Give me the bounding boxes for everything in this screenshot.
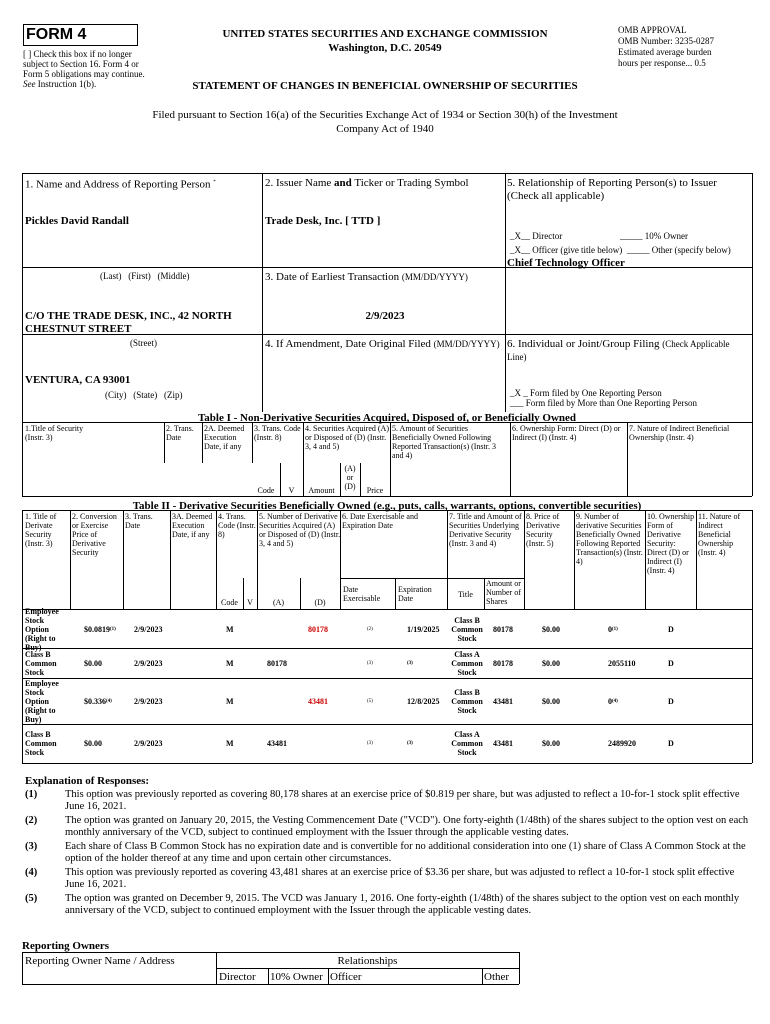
row-underlying-title: Class A Common Stock <box>451 649 483 677</box>
t2-sub-title: Title <box>458 590 473 599</box>
t1-h1: 1.Title of Security (Instr. 3) <box>25 424 84 442</box>
omb-burden: Estimated average burden <box>618 47 712 57</box>
explanation-list <box>25 789 750 919</box>
t2-h7: 6. Date Exercisable and Expiration Date <box>342 512 418 530</box>
row-acquired: 43481 <box>267 739 287 748</box>
row-date-exercisable: (2) <box>367 626 373 632</box>
t2-h1: 1. Title of Derivate Security (Instr. 3) <box>25 512 57 548</box>
row-owned-following <box>608 724 645 763</box>
row-exercise-price <box>84 648 122 678</box>
t2-sub-expiration: Expiration Date <box>398 585 432 603</box>
owners-other: Other <box>484 971 510 983</box>
t2-h6: 5. Number of Derivative Securities Acquired (A) or Disposed of (D) (Instr. 3, 4 and 5) <box>259 512 341 548</box>
row-ownership-form: D <box>668 696 674 706</box>
row-date-exercisable: (3) <box>367 741 373 746</box>
owners-relationships: Relationships <box>337 955 398 967</box>
rel-director: _X__ Director <box>510 231 563 241</box>
owners-col-name: Reporting Owner Name / Address <box>25 955 175 967</box>
explanation-text: The option was granted on December 9, 2015. The VCD was January 1, 2016. One forty-eighth (1/48th) of the shares subject to the option vest on each monthly anniversary of the VCD, subject to continued employment with the Issuer through the applicable vesting dates. <box>65 893 740 916</box>
row-price-derivative: $0.00 <box>542 696 560 706</box>
row-trans-date: 2/9/2023 <box>134 624 163 634</box>
filed-one-person: _X _ Form filed by One Reporting Person <box>510 388 662 398</box>
form-title: FORM 4 <box>26 26 87 43</box>
row-ownership-form: D <box>668 658 674 668</box>
owners-ten-pct: 10% Owner <box>270 971 323 983</box>
row-price-derivative: $0.00 <box>542 739 560 748</box>
filed-pursuant: Filed pursuant to Section 16(a) of the Securities Exchange Act of 1934 or Section 30(h) of the Investment Company Act of 1940 <box>152 109 618 135</box>
checkbox-note: [ ] Check this box if no longer subject to Section 16. Form 4 or Form 5 obligations may continue. See Instruction 1(b). <box>23 49 145 89</box>
owners-director: Director <box>219 971 256 983</box>
statement-title: STATEMENT OF CHANGES IN BENEFICIAL OWNERSHIP OF SECURITIES <box>192 80 578 92</box>
row-security-title: Employee Stock Option (Right to Buy) <box>25 678 59 724</box>
reporting-address: C/O THE TRADE DESK, INC., 42 NORTH CHESTNUT STREET <box>25 310 232 335</box>
explanation-item <box>25 815 750 839</box>
owned-value: 2055110 <box>608 658 636 668</box>
t2-h10: 9. Number of derivative Securities Beneficially Owned Following Reported Transaction(s) (Instr. 4) <box>576 512 643 566</box>
street-label: (Street) <box>130 338 157 348</box>
row-disposed <box>308 648 340 678</box>
issuer-name: Trade Desk, Inc. [ TTD ] <box>265 215 381 227</box>
price-footnote: (4) <box>106 698 112 704</box>
omb-box <box>618 25 748 68</box>
box2-label: 2. Issuer Name and Ticker or Trading Symbol <box>265 177 469 189</box>
explanation-item <box>25 841 750 865</box>
row-underlying-title: Class B Common Stock <box>451 615 483 643</box>
t2-h12: 11. Nature of Indirect Beneficial Ownership (Instr. 4) <box>698 512 741 557</box>
row-expiration: 1/19/2025 <box>407 624 440 634</box>
box4-label: 4. If Amendment, Date Original Filed (MM/DD/YYYY) <box>265 338 500 350</box>
row-acquired <box>267 678 300 724</box>
t1-h2: 2. Trans. Date <box>166 424 194 442</box>
agency-line2: Washington, D.C. 20549 <box>328 42 442 54</box>
owned-value: 2489920 <box>608 739 636 748</box>
row-trans-date: 2/9/2023 <box>134 658 163 668</box>
row-date-exercisable: (3) <box>367 660 373 666</box>
row-code: M <box>226 658 234 668</box>
explanation-text: The option was granted on January 20, 2015, the Vesting Commencement Date ("VCD"). One forty-eighth (1/48th) of the shares subject to the option vest on each monthly anniversary of the VCD, subject to continued employment with the Issuer through the applicable vesting dates. <box>65 815 749 838</box>
explanation-item <box>25 789 750 813</box>
t2-h8: 7. Title and Amount of Securities Underlying Derivative Security (Instr. 3 and 4) <box>449 512 522 548</box>
t1-sub-v: V <box>288 486 295 495</box>
explanation-item <box>25 867 750 891</box>
explanation-text: This option was previously reported as covering 43,481 shares at an exercise price of $3.36 per share, but was adjusted to reflect a 10-for-1 stock split effective June 16, 2021. <box>65 867 735 890</box>
table2-title: Table II - Derivative Securities Beneficially Owned (e.g., puts, calls, warrants, options, convertible securities) <box>132 500 642 512</box>
t2-sub-a: (A) <box>272 598 285 607</box>
row-code: M <box>226 739 234 748</box>
explanation-number: (1) <box>25 789 38 800</box>
t2-h9: 8. Price of Derivative Security (Instr. 5) <box>526 512 560 548</box>
explanation-number: (3) <box>25 841 38 852</box>
t2-h2: 2. Conversion or Exercise Price of Derivative Security <box>72 512 117 557</box>
owners-officer: Officer <box>330 971 362 983</box>
omb-number: OMB Number: 3235-0287 <box>618 36 714 46</box>
row-trans-date: 2/9/2023 <box>134 696 163 706</box>
table1-title: Table I - Non-Derivative Securities Acquired, Disposed of, or Beneficially Owned <box>197 412 577 424</box>
t2-sub-d: (D) <box>314 598 326 607</box>
omb-title: OMB APPROVAL <box>618 25 687 35</box>
t1-h6: 5. Amount of Securities Beneficially Owned Following Reported Transaction(s) (Instr. 3 and 4) <box>392 424 496 460</box>
filed-more-person: ___ Form filed by More than One Reporting Person <box>510 398 697 408</box>
row-acquired: 80178 <box>267 658 287 668</box>
agency-line1: UNITED STATES SECURITIES AND EXCHANGE COMMISSION <box>222 28 548 40</box>
name-parts: (Last) (First) (Middle) <box>100 271 190 281</box>
officer-title: Chief Technology Officer <box>507 257 625 269</box>
row-underlying-amount: 43481 <box>493 739 513 748</box>
rel-ten-pct: _____ 10% Owner <box>620 231 688 241</box>
row-security-title: Class B Common Stock <box>25 730 57 757</box>
rel-officer: _X__ Officer (give title below) <box>510 245 623 255</box>
t1-h3: 2A. Deemed Execution Date, if any <box>204 424 245 451</box>
earliest-transaction-date: 2/9/2023 <box>365 310 405 322</box>
t2-h5: 4. Trans. Code (Instr. 8) <box>218 512 256 539</box>
row-security-title: Class B Common Stock <box>25 649 57 677</box>
row-acquired <box>267 610 300 648</box>
rel-other: _____ Other (specify below) <box>627 245 731 255</box>
row-price-derivative: $0.00 <box>542 658 560 668</box>
row-exercise-price <box>84 724 122 763</box>
t2-sub-amount: Amount or Number of Shares <box>486 579 521 606</box>
t1-h8: 7. Nature of Indirect Beneficial Ownership (Instr. 4) <box>629 424 730 442</box>
row-date-exercisable: (5) <box>367 698 373 704</box>
price-footnote: (1) <box>110 626 116 632</box>
row-disposed: 43481 <box>308 696 328 706</box>
owned-value: 0 <box>608 696 612 706</box>
price-value: $0.00 <box>84 739 102 748</box>
row-underlying-amount: 80178 <box>493 624 513 634</box>
t1-sub-aord: (A) or (D) <box>344 464 356 491</box>
row-owned-following <box>608 610 645 648</box>
owned-footnote: (4) <box>612 698 618 704</box>
t1-h4: 3. Trans. Code (Instr. 8) <box>254 424 301 442</box>
explanation-title: Explanation of Responses: <box>25 775 150 787</box>
price-value: $0.00 <box>84 658 102 668</box>
row-expiration: 12/8/2025 <box>407 696 440 706</box>
t1-sub-code: Code <box>257 486 275 495</box>
row-expiration: (3) <box>407 741 413 746</box>
t2-h11: 10. Ownership Form of Derivative Security: Direct (D) or Indirect (I) (Instr. 4) <box>647 512 695 575</box>
box3-label: 3. Date of Earliest Transaction (MM/DD/YYYY) <box>265 271 468 283</box>
box5-label: 5. Relationship of Reporting Person(s) to Issuer (Check all applicable) <box>507 177 717 202</box>
row-expiration: (3) <box>407 660 413 666</box>
t1-sub-price: Price <box>366 486 384 495</box>
explanation-number: (2) <box>25 815 38 826</box>
box6-label: 6. Individual or Joint/Group Filing (Check Applicable Line) <box>507 338 730 362</box>
reporting-person-name: Pickles David Randall <box>25 215 129 227</box>
row-owned-following <box>608 648 645 678</box>
owners-title: Reporting Owners <box>22 940 110 952</box>
t2-h3: 3. Trans. Date <box>125 512 153 530</box>
row-underlying-amount: 43481 <box>493 696 513 706</box>
t1-sub-amount: Amount <box>308 486 335 495</box>
t1-h5: 4. Securities Acquired (A) or Disposed of (D) (Instr. 3, 4 and 5) <box>305 424 389 451</box>
row-disposed: 80178 <box>308 624 328 634</box>
row-trans-date: 2/9/2023 <box>134 739 163 748</box>
row-code: M <box>226 696 234 706</box>
row-underlying-amount: 80178 <box>493 658 513 668</box>
t2-sub-code: Code <box>221 598 238 607</box>
price-value: $0.336 <box>84 696 106 706</box>
omb-hours: hours per response... 0.5 <box>618 58 706 68</box>
explanation-text: Each share of Class B Common Stock has no expiration date and is convertible for no additional consideration into one (1) share of Class A Common Stock at the option of the holder thereof at any time and upon certain other circumstances. <box>65 841 746 864</box>
row-disposed <box>308 724 340 763</box>
form-title-box <box>23 24 138 46</box>
row-code: M <box>226 624 234 634</box>
row-ownership-form: D <box>668 739 674 748</box>
explanation-number: (5) <box>25 893 38 904</box>
owned-value: 0 <box>608 624 612 634</box>
price-value: $0.0819 <box>84 624 110 634</box>
row-exercise-price <box>84 610 122 648</box>
explanation-number: (4) <box>25 867 38 878</box>
box1-label: 1. Name and Address of Reporting Person * <box>25 178 216 191</box>
row-owned-following <box>608 678 645 724</box>
row-underlying-title: Class A Common Stock <box>451 730 483 757</box>
reporting-city: VENTURA, CA 93001 <box>25 374 131 386</box>
owned-footnote: (1) <box>612 626 618 632</box>
explanation-text: This option was previously reported as covering 80,178 shares at an exercise price of $0.819 per share, but was adjusted to reflect a 10-for-1 stock split effective June 16, 2021. <box>65 789 740 812</box>
explanation-item <box>25 893 750 917</box>
t2-h4: 3A. Deemed Execution Date, if any <box>172 512 213 539</box>
row-underlying-title: Class B Common Stock <box>451 687 483 715</box>
row-security-title: Employee Stock Option (Right to Buy) <box>25 606 59 652</box>
t2-sub-v: V <box>247 598 253 607</box>
t2-sub-date-exercisable: Date Exercisable <box>343 585 381 603</box>
row-ownership-form: D <box>668 624 674 634</box>
row-exercise-price <box>84 678 122 724</box>
city-label: (City) (State) (Zip) <box>105 390 183 400</box>
row-price-derivative: $0.00 <box>542 624 560 634</box>
t1-h7: 6. Ownership Form: Direct (D) or Indirect (I) (Instr. 4) <box>512 424 621 442</box>
